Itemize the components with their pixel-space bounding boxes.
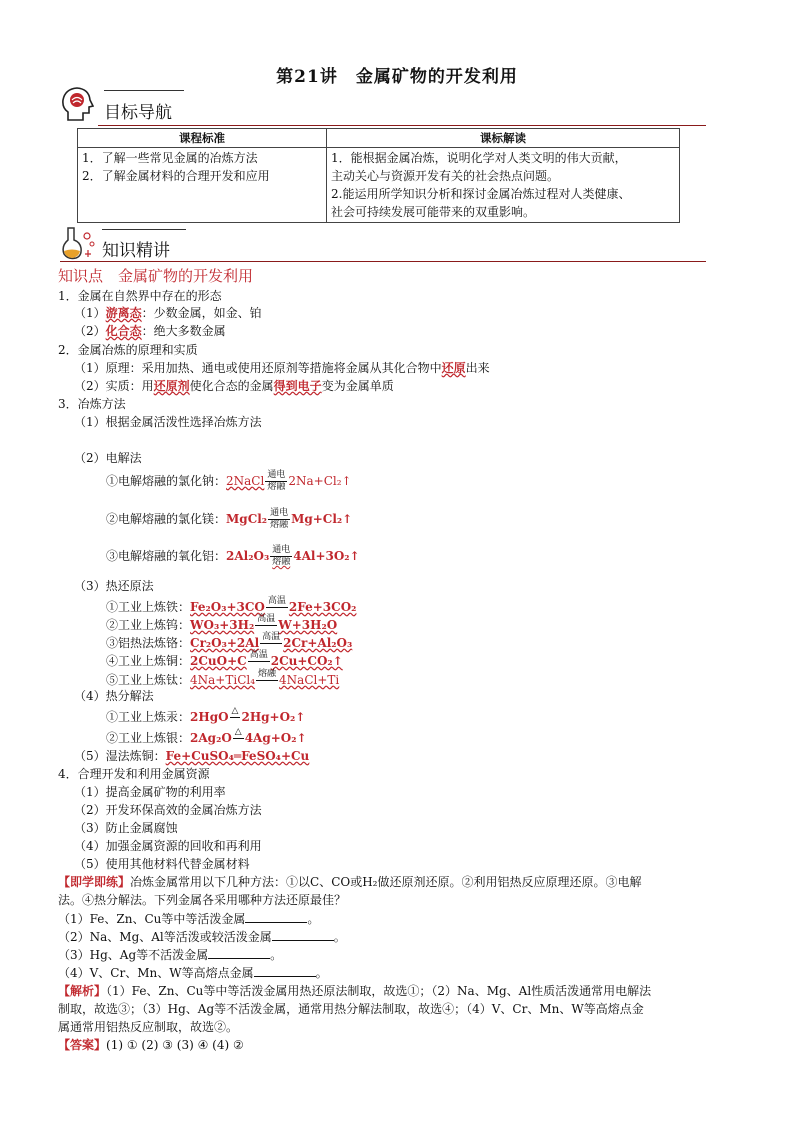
answer-tag: 【答案】 bbox=[58, 1038, 107, 1052]
thermal-eq-2: ②工业上炼钨：WO₃+3H₂ 高温 W+3H₂O bbox=[106, 614, 337, 637]
elec-right: 2Na+Cl₂↑ bbox=[288, 474, 352, 488]
s4-item: （2）开发环保高效的金属冶炼方法 bbox=[74, 803, 262, 817]
elec-condition: $\frac{\text{通电}}{\text{熔融}}$ bbox=[267, 470, 286, 492]
standards-table bbox=[77, 128, 680, 223]
thermal-condition: 高温 bbox=[257, 614, 276, 624]
decomp-condition: △ bbox=[234, 727, 242, 737]
s2-line-1 bbox=[74, 360, 490, 376]
s1-l1-post: ：少数金属，如金、铂 bbox=[141, 306, 262, 320]
s2-l1-post: 出来 bbox=[465, 361, 490, 375]
practice-question-line-2: 法。④热分解法。下列金属各采用哪种方法还原最佳？ bbox=[58, 893, 347, 907]
practice-item-2: （2）Na、Mg、Al等活泼或较活泼金属 。 bbox=[58, 930, 346, 944]
elec-condition: $\frac{\text{通电}}{\text{熔融}}$ bbox=[270, 508, 289, 530]
s2-l1-key: 还原 bbox=[441, 361, 466, 375]
table-line: 1．能根据金属冶炼，说明化学对人类文明的伟大贡献， bbox=[331, 151, 627, 165]
s1-title: 1．金属在自然界中存在的形态 bbox=[58, 289, 222, 303]
thermal-eq-5: ⑤工业上炼钛：4Na+TiCl₄ 熔融 4NaCl+Ti bbox=[106, 669, 339, 692]
thermal-condition: 高温 bbox=[267, 596, 286, 606]
s3-sub1: （1）根据金属活泼性选择冶炼方法 bbox=[74, 415, 262, 429]
table-header-interpretation: 课标解读 bbox=[327, 129, 680, 148]
s1-l2-post: ：绝大多数金属 bbox=[141, 324, 226, 338]
s2-title: 2．金属冶炼的原理和实质 bbox=[58, 343, 198, 357]
elec-right: 4Al+3O₂↑ bbox=[293, 549, 360, 563]
elec-condition: $\frac{\text{通电}}{\text{熔融}}$ bbox=[272, 545, 291, 567]
decomp-eq-1: ①工业上炼汞：2HgO △ 2Hg+O₂↑ bbox=[106, 706, 305, 729]
thermal-condition: 高温 bbox=[262, 632, 281, 642]
practice-item-3: （3）Hg、Ag等不活泼金属 。 bbox=[58, 948, 283, 962]
s2-line-2 bbox=[74, 378, 394, 394]
nav-heading-underline bbox=[98, 125, 706, 126]
decomp-condition: △ bbox=[231, 706, 239, 716]
s2-l1-pre: （1）原理：采用加热、通电或使用还原剂等措施将金属从其化合物中 bbox=[74, 361, 442, 375]
answer-text: (1) ① (2) ③ (3) ④ (4) ② bbox=[106, 1038, 244, 1052]
knowledge-heading: 知识精讲 bbox=[102, 241, 170, 261]
s4-item: （4）加强金属资源的回收和再利用 bbox=[74, 839, 262, 853]
s4-item: （3）防止金属腐蚀 bbox=[74, 821, 178, 835]
table-line: 2.能运用所学知识分析和探讨金属冶炼过程对人类健康、 bbox=[331, 187, 631, 201]
s3-sub3: （3）热还原法 bbox=[74, 579, 154, 593]
s1-l1-key: 游离态 bbox=[105, 306, 142, 320]
answer-line bbox=[58, 1037, 244, 1053]
s4-title: 4．合理开发和利用金属资源 bbox=[58, 767, 210, 781]
practice-item-4: （4）V、Cr、Mn、W等高熔点金属 。 bbox=[58, 966, 328, 980]
thermal-eq-4: ④工业上炼铜：2CuO+C 高温 2Cu+CO₂↑ bbox=[106, 650, 343, 673]
knowledge-point-title: 知识点 金属矿物的开发利用 bbox=[58, 267, 254, 285]
s4-item: （1）提高金属矿物的利用率 bbox=[74, 785, 226, 799]
elec-eq-3 bbox=[106, 545, 360, 568]
thermal-condition: 高温 bbox=[249, 650, 268, 660]
analysis-line-1: 【解析】（1）Fe、Zn、Cu等中等活泼金属用热还原法制取，故选①；（2）Na、Mg、Al性质活泼通常用电解法 bbox=[58, 984, 652, 998]
elec-eq-1 bbox=[106, 470, 352, 493]
s3-sub4: （4）热分解法 bbox=[74, 689, 154, 703]
table-line: 2．了解金属材料的合理开发和应用 bbox=[82, 169, 270, 183]
elec-right: Mg+Cl₂↑ bbox=[291, 512, 353, 526]
s3-title: 3．冶炼方法 bbox=[58, 397, 126, 411]
elec-label: ③电解熔融的氧化铝： bbox=[106, 549, 227, 563]
nav-heading-overline bbox=[104, 90, 184, 91]
elec-label: ①电解熔融的氯化钠： bbox=[106, 474, 227, 488]
s2-l2-key1: 还原剂 bbox=[153, 379, 190, 393]
s2-l2-mid: 使化合态的金属 bbox=[189, 379, 274, 393]
nav-heading: 目标导航 bbox=[104, 103, 172, 123]
s2-l2-pre: （2）实质：用 bbox=[74, 379, 154, 393]
elec-left: 2Al₂O₃ bbox=[226, 549, 270, 563]
wet-copper-eq: Fe+CuSO₄═FeSO₄+Cu bbox=[165, 749, 310, 763]
thermal-eq-1: ①工业上炼铁：Fe₂O₃+3CO 高温 2Fe+3CO₂ bbox=[106, 596, 356, 619]
table-cell-standards bbox=[78, 148, 327, 223]
elec-left: 2NaCl bbox=[226, 474, 265, 488]
elec-label: ②电解熔融的氯化镁： bbox=[106, 512, 227, 526]
table-header-standards: 课程标准 bbox=[78, 129, 327, 148]
elec-eq-2 bbox=[106, 508, 352, 531]
s1-l2-pre: （2） bbox=[74, 324, 106, 338]
s1-line-1 bbox=[74, 305, 262, 321]
s2-l2-post: 变为金属单质 bbox=[321, 379, 394, 393]
s3-sub5: （5）湿法炼铜：Fe+CuSO₄═FeSO₄+Cu bbox=[74, 749, 310, 763]
thermal-eq-3: ③铝热法炼铬：Cr₂O₃+2Al 高温 2Cr+Al₂O₃ bbox=[106, 632, 352, 655]
s1-l1-pre: （1） bbox=[74, 306, 106, 320]
decomp-eq-2: ②工业上炼银：2Ag₂O △ 4Ag+O₂↑ bbox=[106, 727, 307, 750]
knowledge-heading-overline bbox=[102, 229, 186, 230]
s1-line-2 bbox=[74, 323, 226, 339]
elec-left: MgCl₂ bbox=[226, 512, 268, 526]
analysis-line-2: 制取，故选③；（3）Hg、Ag等不活泼金属，通常用热分解法制取，故选④；（4）V、Cr、Mn、W等高熔点金 bbox=[58, 1002, 644, 1016]
knowledge-heading-underline bbox=[60, 261, 706, 262]
practice-item-1: （1）Fe、Zn、Cu等中等活泼金属 。 bbox=[58, 912, 320, 926]
practice-question-line-1: 【即学即练】冶炼金属常用以下几种方法：①以C、CO或H₂做还原剂还原。②利用铝热反应原理还原。③电解 bbox=[58, 875, 642, 889]
s2-l2-key2: 得到电子 bbox=[273, 379, 322, 393]
flask-icon bbox=[58, 224, 98, 262]
s1-l2-key: 化合态 bbox=[105, 324, 142, 338]
table-line: 社会可持续发展可能带来的双重影响。 bbox=[331, 205, 536, 219]
analysis-line-3: 属通常用铝热反应制取，故选②。 bbox=[58, 1020, 239, 1034]
brain-head-icon bbox=[60, 86, 94, 122]
thermal-condition: 熔融 bbox=[258, 669, 277, 679]
table-cell-interpretation bbox=[327, 148, 680, 223]
page-title: 第21讲 金属矿物的开发利用 bbox=[276, 67, 518, 87]
practice-tag: 【即学即练】 bbox=[58, 875, 131, 889]
s3-sub2: （2）电解法 bbox=[74, 451, 142, 465]
s4-item: （5）使用其他材料代替金属材料 bbox=[74, 857, 250, 871]
analysis-tag: 【解析】 bbox=[58, 984, 107, 998]
table-line: 主动关心与资源开发有关的社会热点问题。 bbox=[331, 169, 560, 183]
table-line: 1．了解一些常见金属的冶炼方法 bbox=[82, 151, 258, 165]
